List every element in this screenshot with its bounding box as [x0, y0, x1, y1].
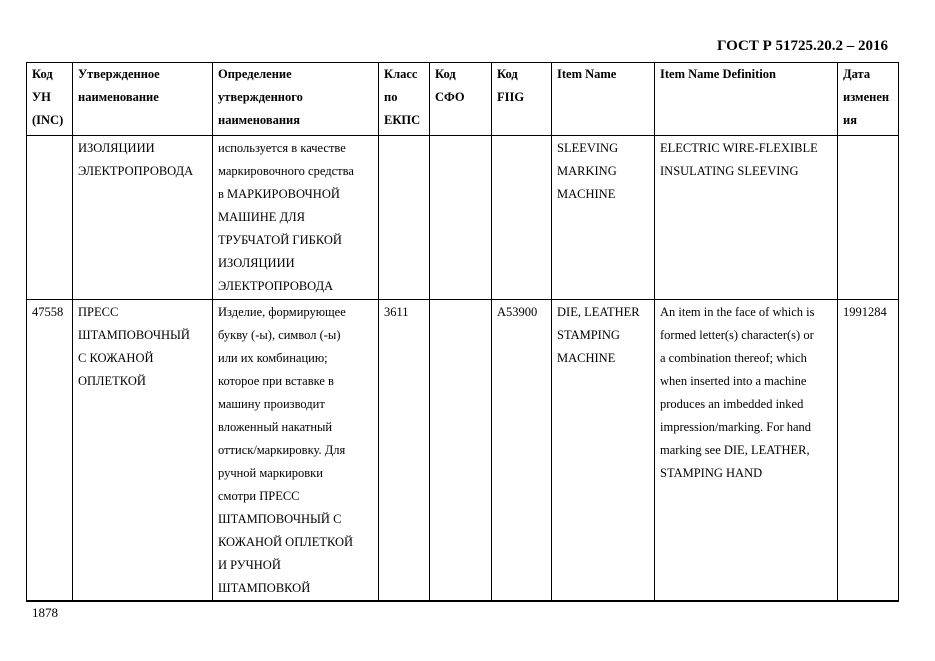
cell-fiig-code [492, 136, 552, 300]
cell-text-line: formed letter(s) character(s) or [660, 328, 814, 342]
cell-text-line: ELECTRIC WIRE-FLEXIBLE [660, 141, 818, 155]
cell-text-line: вложенный накатный [218, 420, 333, 434]
cell-text-line: ТРУБЧАТОЙ ГИБКОЙ [218, 233, 342, 247]
cell-text-line: when inserted into a machine [660, 374, 807, 388]
cell-sfo-code [430, 300, 492, 602]
cell-text-line: оттиск/маркировку. Для [218, 443, 346, 457]
cell-item-name [552, 300, 655, 602]
cell-inc [27, 136, 73, 300]
cell-text-line: STAMPING HAND [660, 466, 763, 480]
cell-text-line: И РУЧНОЙ [218, 558, 281, 572]
cell-sfo-code [430, 136, 492, 300]
cell-text-line: (INC) [32, 113, 64, 127]
cell-text-line: Код [435, 67, 456, 81]
cell-text-line: INSULATING SLEEVING [660, 164, 799, 178]
cell-text-line: по [384, 90, 398, 104]
cell-text-line: УН [32, 90, 51, 104]
cell-text-line: КОЖАНОЙ ОПЛЕТКОЙ [218, 535, 354, 549]
cell-text-line: наименования [218, 113, 301, 127]
cell-text-line: букву (-ы), символ (-ы) [218, 328, 341, 342]
cell-text-line: машину производит [218, 397, 325, 411]
cell-inc [27, 300, 73, 602]
cell-text-line: FIIG [497, 90, 525, 104]
cell-text-line: ЕКПС [384, 113, 421, 127]
cell-text-line: Код [497, 67, 518, 81]
cell-text-line: ИЗОЛЯЦИИИ [218, 256, 295, 270]
cell-text-line: A53900 [497, 305, 538, 319]
cell-text-line: produces an imbedded inked [660, 397, 804, 411]
cell-text-line: Код [32, 67, 53, 81]
cell-text-line: An item in the face of which is [660, 305, 815, 319]
cell-text-line: ЭЛЕКТРОПРОВОДА [78, 164, 194, 178]
cell-text-line: используется в качестве [218, 141, 346, 155]
cell-text-line: 1991284 [843, 305, 887, 319]
cell-text-line: 3611 [384, 305, 409, 319]
cell-text-line: Утвержденное [78, 67, 160, 81]
cell-text-line: impression/marking. For hand [660, 420, 812, 434]
header-ekps-class [379, 63, 430, 136]
header-change-date [838, 63, 899, 136]
cell-text-line: наименование [78, 90, 159, 104]
cell-text-line: ШТАМПОВОЧНЫЙ С [218, 512, 342, 526]
cell-item-name-definition [655, 300, 838, 602]
header-item-name-definition [655, 63, 838, 136]
cell-approved-name [73, 136, 213, 300]
cell-ekps-class [379, 136, 430, 300]
cell-text-line: Item Name [557, 67, 617, 81]
cell-text-line: MACHINE [557, 187, 616, 201]
cell-text-line: ручной маркировки [218, 466, 323, 480]
cell-text-line: 47558 [32, 305, 64, 319]
cell-definition [213, 300, 379, 602]
cell-item-name-definition [655, 136, 838, 300]
cell-text-line: MARKING [557, 164, 617, 178]
cell-text-line: ШТАМПОВКОЙ [218, 581, 311, 595]
cell-text-line: или их комбинацию; [218, 351, 328, 365]
cell-text-line: ИЗОЛЯЦИИИ [78, 141, 155, 155]
cell-text-line: STAMPING [557, 328, 620, 342]
cell-change-date [838, 300, 899, 602]
cell-fiig-code [492, 300, 552, 602]
cell-text-line: marking see DIE, LEATHER, [660, 443, 810, 457]
cell-text-line: в МАРКИРОВОЧНОЙ [218, 187, 340, 201]
header-sfo-code [430, 63, 492, 136]
cell-text-line: МАШИНЕ ДЛЯ [218, 210, 305, 224]
cell-text-line: ия [843, 113, 857, 127]
cell-item-name [552, 136, 655, 300]
cell-definition [213, 136, 379, 300]
cell-text-line: Класс [384, 67, 418, 81]
cell-text-line: смотри ПРЕСС [218, 489, 300, 503]
cell-text-line: маркировочного средства [218, 164, 354, 178]
header-item-name [552, 63, 655, 136]
cell-text-line: СФО [435, 90, 465, 104]
cell-text-line: ШТАМПОВОЧНЫЙ [78, 328, 190, 342]
cell-text-line: которое при вставке в [218, 374, 334, 388]
cell-text-line: Изделие, формирующее [218, 305, 346, 319]
cell-text-line: изменен [843, 90, 890, 104]
cell-text-line: Дата [843, 67, 871, 81]
cell-text-line: утвержденного [218, 90, 303, 104]
cell-text-line: SLEEVING [557, 141, 619, 155]
page-number: 1878 [32, 605, 58, 620]
header-definition [213, 63, 379, 136]
header-fiig-code [492, 63, 552, 136]
header-row [27, 63, 899, 136]
cell-text-line: Определение [218, 67, 292, 81]
cell-text-line: DIE, LEATHER [557, 305, 640, 319]
header-approved-name [73, 63, 213, 136]
nomenclature-table [26, 62, 899, 602]
document-code: ГОСТ Р 51725.20.2 – 2016 [716, 38, 888, 54]
cell-ekps-class [379, 300, 430, 602]
cell-text-line: MACHINE [557, 351, 616, 365]
cell-change-date [838, 136, 899, 300]
header-inc [27, 63, 73, 136]
table-row [27, 300, 899, 602]
cell-text-line: ПРЕСС [78, 305, 119, 319]
cell-approved-name [73, 300, 213, 602]
cell-text-line: Item Name Definition [660, 67, 776, 81]
table-row [27, 136, 899, 300]
cell-text-line: ОПЛЕТКОЙ [78, 374, 146, 388]
cell-text-line: С КОЖАНОЙ [78, 351, 154, 365]
cell-text-line: ЭЛЕКТРОПРОВОДА [218, 279, 334, 293]
cell-text-line: a combination thereof; which [660, 351, 807, 365]
